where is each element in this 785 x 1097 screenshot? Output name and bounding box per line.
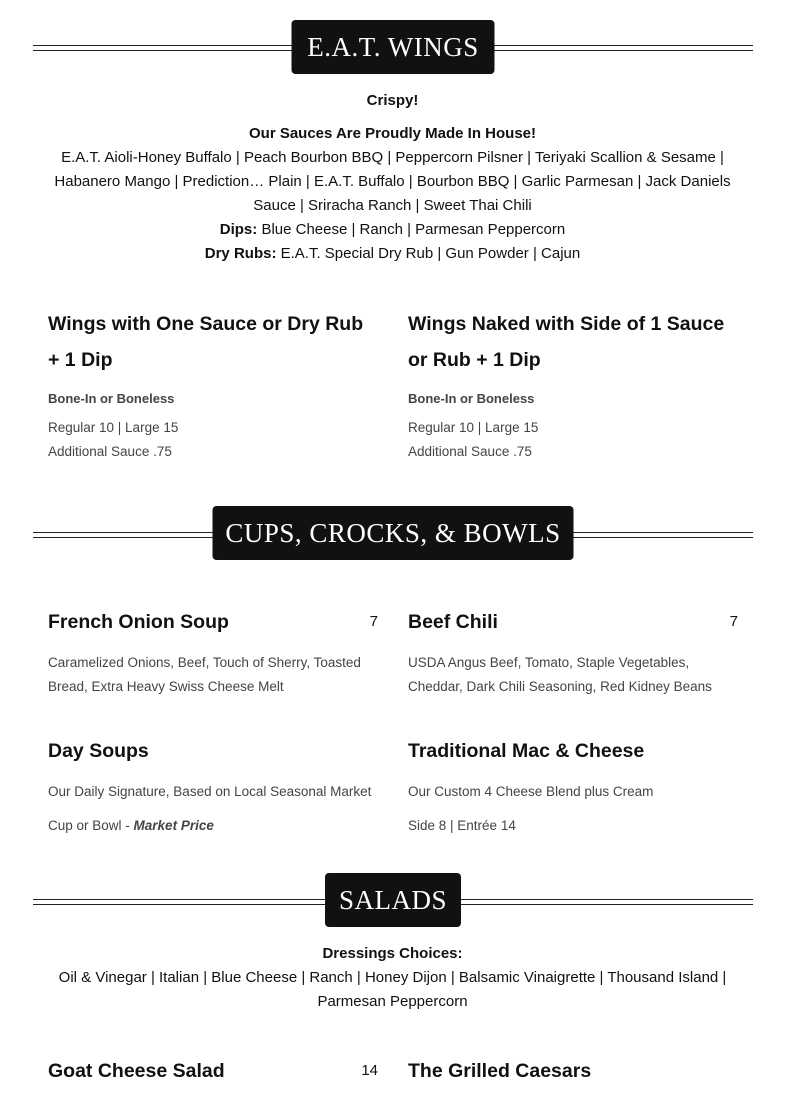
- menu-item-wings-sauce: [48, 306, 383, 464]
- item-description: Additional Sauce .75: [408, 444, 532, 459]
- item-description: Our Custom 4 Cheese Blend plus Cream: [408, 784, 654, 799]
- menu-item-mac-cheese: [408, 733, 743, 838]
- dry-rubs-label: Dry Rubs:: [204, 245, 277, 262]
- item-subtitle: Bone-In or Boneless: [48, 391, 175, 406]
- item-title: Day Soups: [48, 740, 149, 762]
- dressings-heading: Dressings Choices:: [322, 945, 463, 962]
- dressings-list: Oil & Vinegar | Italian | Blue Cheese | Ranch | Honey Dijon | Balsamic Vinaigrette | Thousand Island |: [58, 969, 727, 986]
- wings-sauce-info: [30, 89, 755, 266]
- item-description: Additional Sauce .75: [48, 444, 172, 459]
- menu-item-grilled-caesars: [408, 1053, 743, 1089]
- menu-item-wings-naked: [408, 306, 743, 464]
- item-description: Bread, Extra Heavy Swiss Cheese Melt: [48, 679, 284, 694]
- wings-section-title: E.A.T. WINGS: [292, 20, 495, 74]
- item-description: Regular 10 | Large 15: [48, 420, 179, 435]
- item-title: Traditional Mac & Cheese: [408, 740, 645, 762]
- item-title: Wings Naked with Side of 1 Sauce: [408, 313, 725, 335]
- item-price: 14: [361, 1062, 378, 1079]
- item-title: Goat Cheese Salad: [48, 1060, 225, 1082]
- item-subtitle: Bone-In or Boneless: [408, 391, 535, 406]
- dry-rubs-text: E.A.T. Special Dry Rub | Gun Powder | Cajun: [280, 245, 581, 262]
- dry-rubs-line: [30, 242, 755, 266]
- soups-section-title: CUPS, CROCKS, & BOWLS: [213, 506, 574, 560]
- item-price: 7: [729, 613, 738, 630]
- dressings-info: [30, 942, 755, 1014]
- crispy-note: Crispy!: [366, 92, 419, 109]
- dressings-list: Parmesan Peppercorn: [317, 993, 468, 1010]
- dips-line: [30, 218, 755, 242]
- item-title: Beef Chili: [408, 611, 498, 633]
- sauces-list: E.A.T. Aioli-Honey Buffalo | Peach Bourbon BBQ | Peppercorn Pilsner | Teriyaki Scallion & Sesame |: [61, 149, 724, 166]
- item-title: The Grilled Caesars: [408, 1060, 592, 1082]
- salads-section-title: SALADS: [325, 873, 461, 927]
- menu-item-day-soups: [48, 733, 383, 838]
- item-title: + 1 Dip: [48, 349, 113, 371]
- item-title: Wings with One Sauce or Dry Rub: [48, 313, 364, 335]
- menu-item-french-onion-soup: [48, 604, 383, 699]
- menu-item-goat-cheese-salad: [48, 1053, 383, 1089]
- item-description: Regular 10 | Large 15: [408, 420, 539, 435]
- sauces-heading: Our Sauces Are Proudly Made In House!: [248, 125, 536, 142]
- item-description: Caramelized Onions, Beef, Touch of Sherry, Toasted: [48, 655, 361, 670]
- sauces-list: Sauce | Sriracha Ranch | Sweet Thai Chili: [253, 197, 532, 214]
- item-description: USDA Angus Beef, Tomato, Staple Vegetables,: [408, 655, 690, 670]
- item-description: Cheddar, Dark Chili Seasoning, Red Kidney Beans: [408, 679, 712, 694]
- item-description: Our Daily Signature, Based on Local Seasonal Market: [48, 784, 372, 799]
- sauces-list: Habanero Mango | Prediction… Plain | E.A.T. Buffalo | Bourbon BBQ | Garlic Parmesan | Jack Daniels: [54, 173, 731, 190]
- item-description: Side 8 | Entrée 14: [408, 818, 516, 833]
- serving-sizes: Cup or Bowl -: [48, 818, 130, 833]
- item-title: French Onion Soup: [48, 611, 229, 633]
- dips-text: Blue Cheese | Ranch | Parmesan Peppercorn: [261, 221, 566, 238]
- menu-item-beef-chili: [408, 604, 743, 699]
- dips-label: Dips:: [219, 221, 258, 238]
- item-title: or Rub + 1 Dip: [408, 349, 541, 371]
- item-description: [48, 814, 383, 838]
- market-price-note: Market Price: [133, 818, 214, 833]
- item-price: 7: [369, 613, 378, 630]
